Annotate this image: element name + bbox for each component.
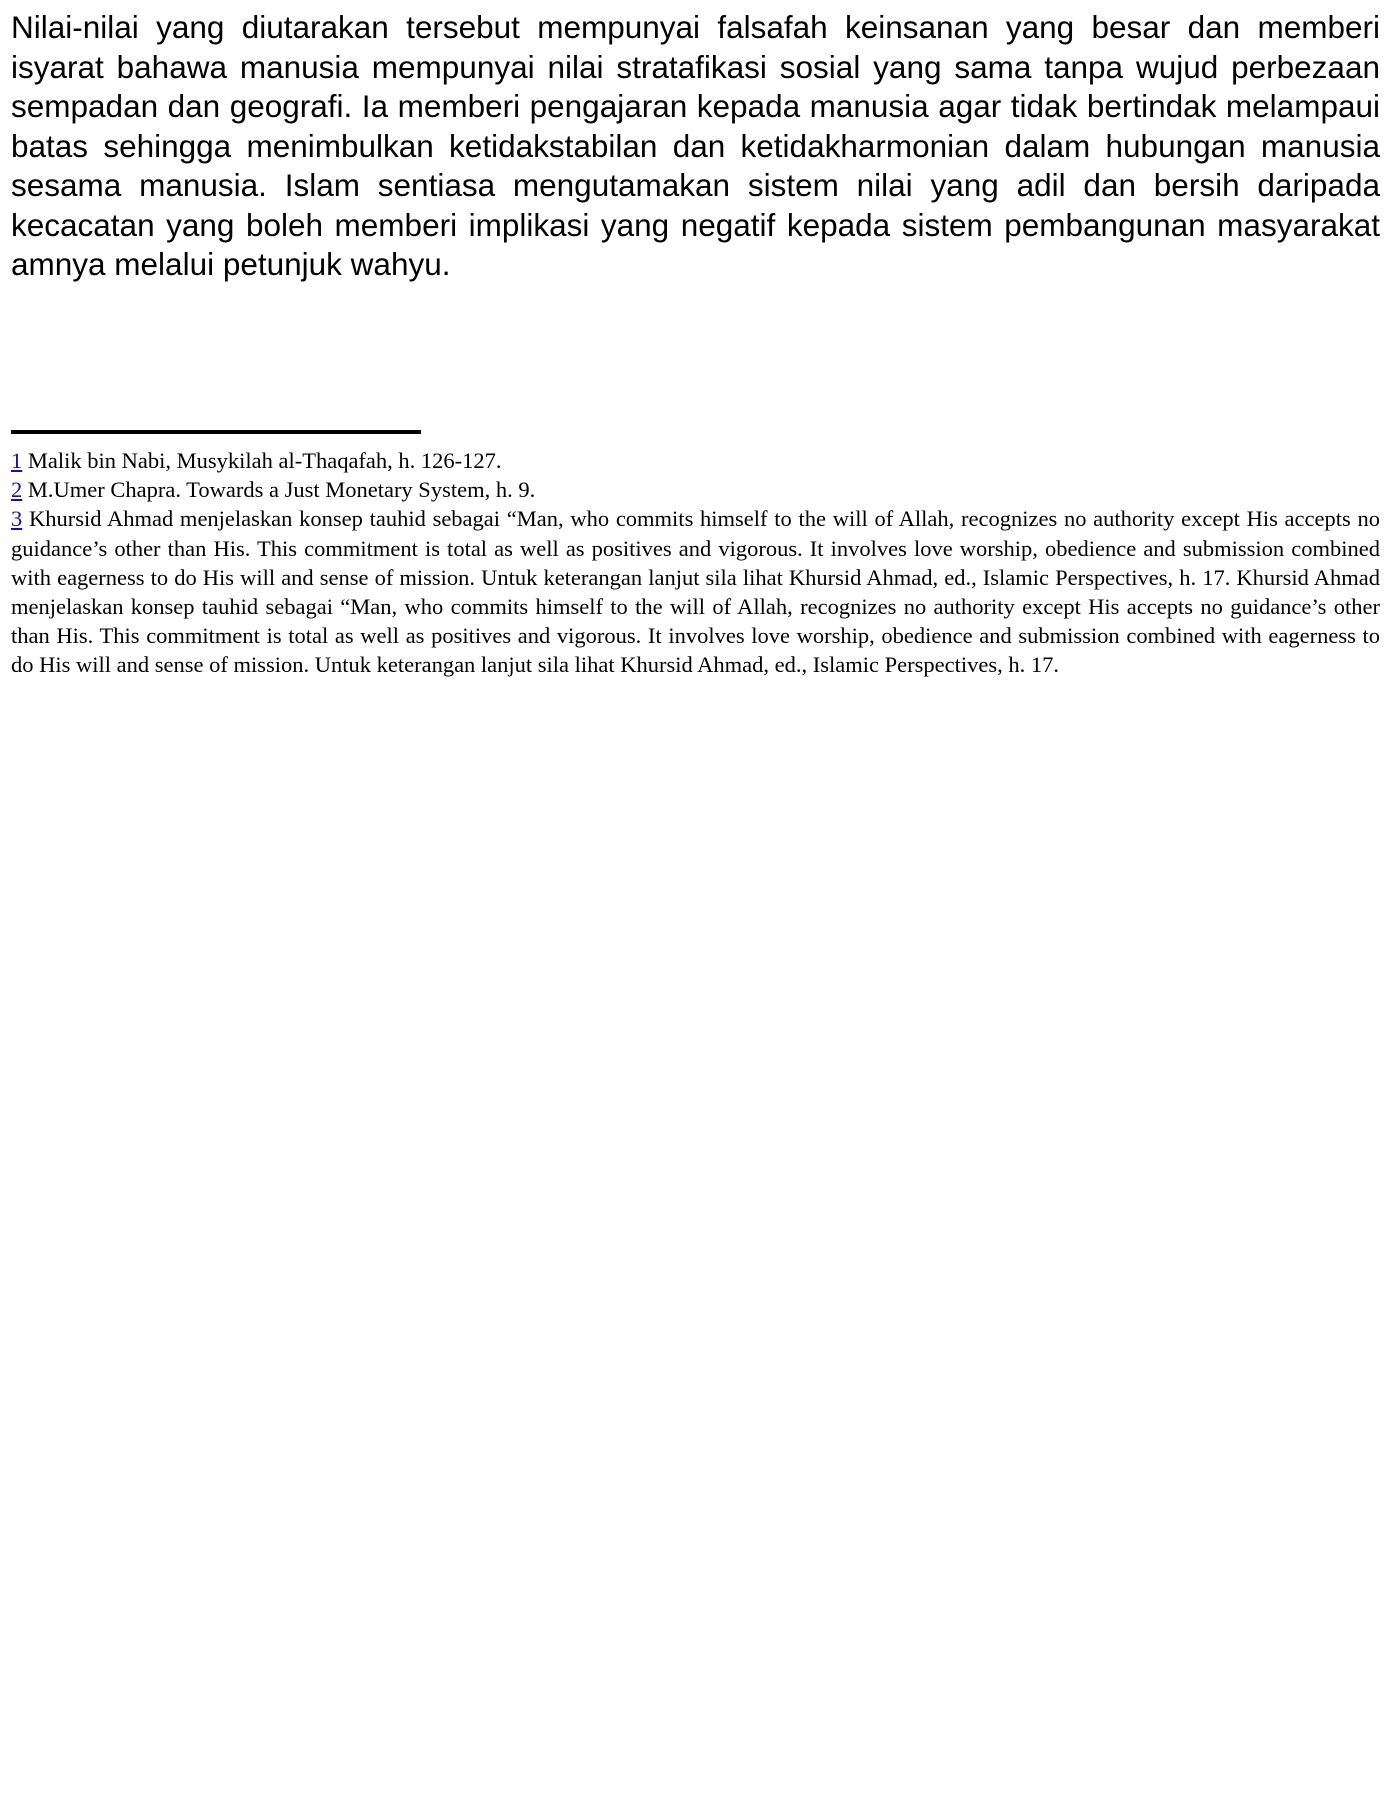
document-page [11, 8, 1380, 285]
footnote-2-ref-link[interactable]: 2 [11, 477, 23, 503]
footnotes-section [11, 446, 1380, 680]
footnote-2 [11, 475, 1380, 504]
footnote-3-text: Khursid Ahmad menjelaskan konsep tauhid sebagai “Man, who commits himself to the will of Allah, recognizes no authority except His accepts no guidance’s other than His. This commitment is total as well as positives and vigorous. It involves love worship, obedience and submission combined with eagerness to do His will and sense of mission. Untuk keterangan lanjut sila lihat Khursid Ahmad, ed., Islamic Perspectives, h. 17. Khursid Ahmad menjelaskan konsep tauhid sebagai “Man, who commits himself to the will of Allah, recognizes no authority except His accepts no guidance’s other than His. This commitment is total as well as positives and vigorous. It involves love worship, obedience and submission combined with eagerness to do His will and sense of mission. Untuk keterangan lanjut sila lihat Khursid Ahmad, ed., Islamic Perspectives, h. 17. [11, 506, 1380, 678]
footnote-1-ref-link[interactable]: 1 [11, 448, 23, 473]
body-paragraph: Nilai-nilai yang diutarakan tersebut mempunyai falsafah keinsanan yang besar dan memberi isyarat bahawa manusia mempunyai nilai stratafikasi sosial yang sama tanpa wujud perbezaan sempadan dan geografi. Ia memberi pengajaran kepada manusia agar tidak bertindak melampaui batas sehingga menimbulkan ketidakstabilan dan ketidakharmonian dalam hubungan manusia sesama manusia. Islam sentiasa mengutamakan sistem nilai yang adil dan bersih daripada kecacatan yang boleh memberi implikasi yang negatif kepada sistem pembangunan masyarakat amnya melalui petunjuk wahyu. [11, 9, 1380, 282]
footnote-1 [11, 446, 1380, 475]
footnote-2-text: M.Umer Chapra. Towards a Just Monetary System, h. 9. [27, 477, 536, 503]
footnote-3-ref-link[interactable]: 3 [11, 506, 23, 532]
footnote-3 [11, 504, 1380, 679]
footnote-separator [11, 430, 421, 434]
footnote-1-text: Malik bin Nabi, Musykilah al-Thaqafah, h. 126-127. [27, 448, 502, 473]
